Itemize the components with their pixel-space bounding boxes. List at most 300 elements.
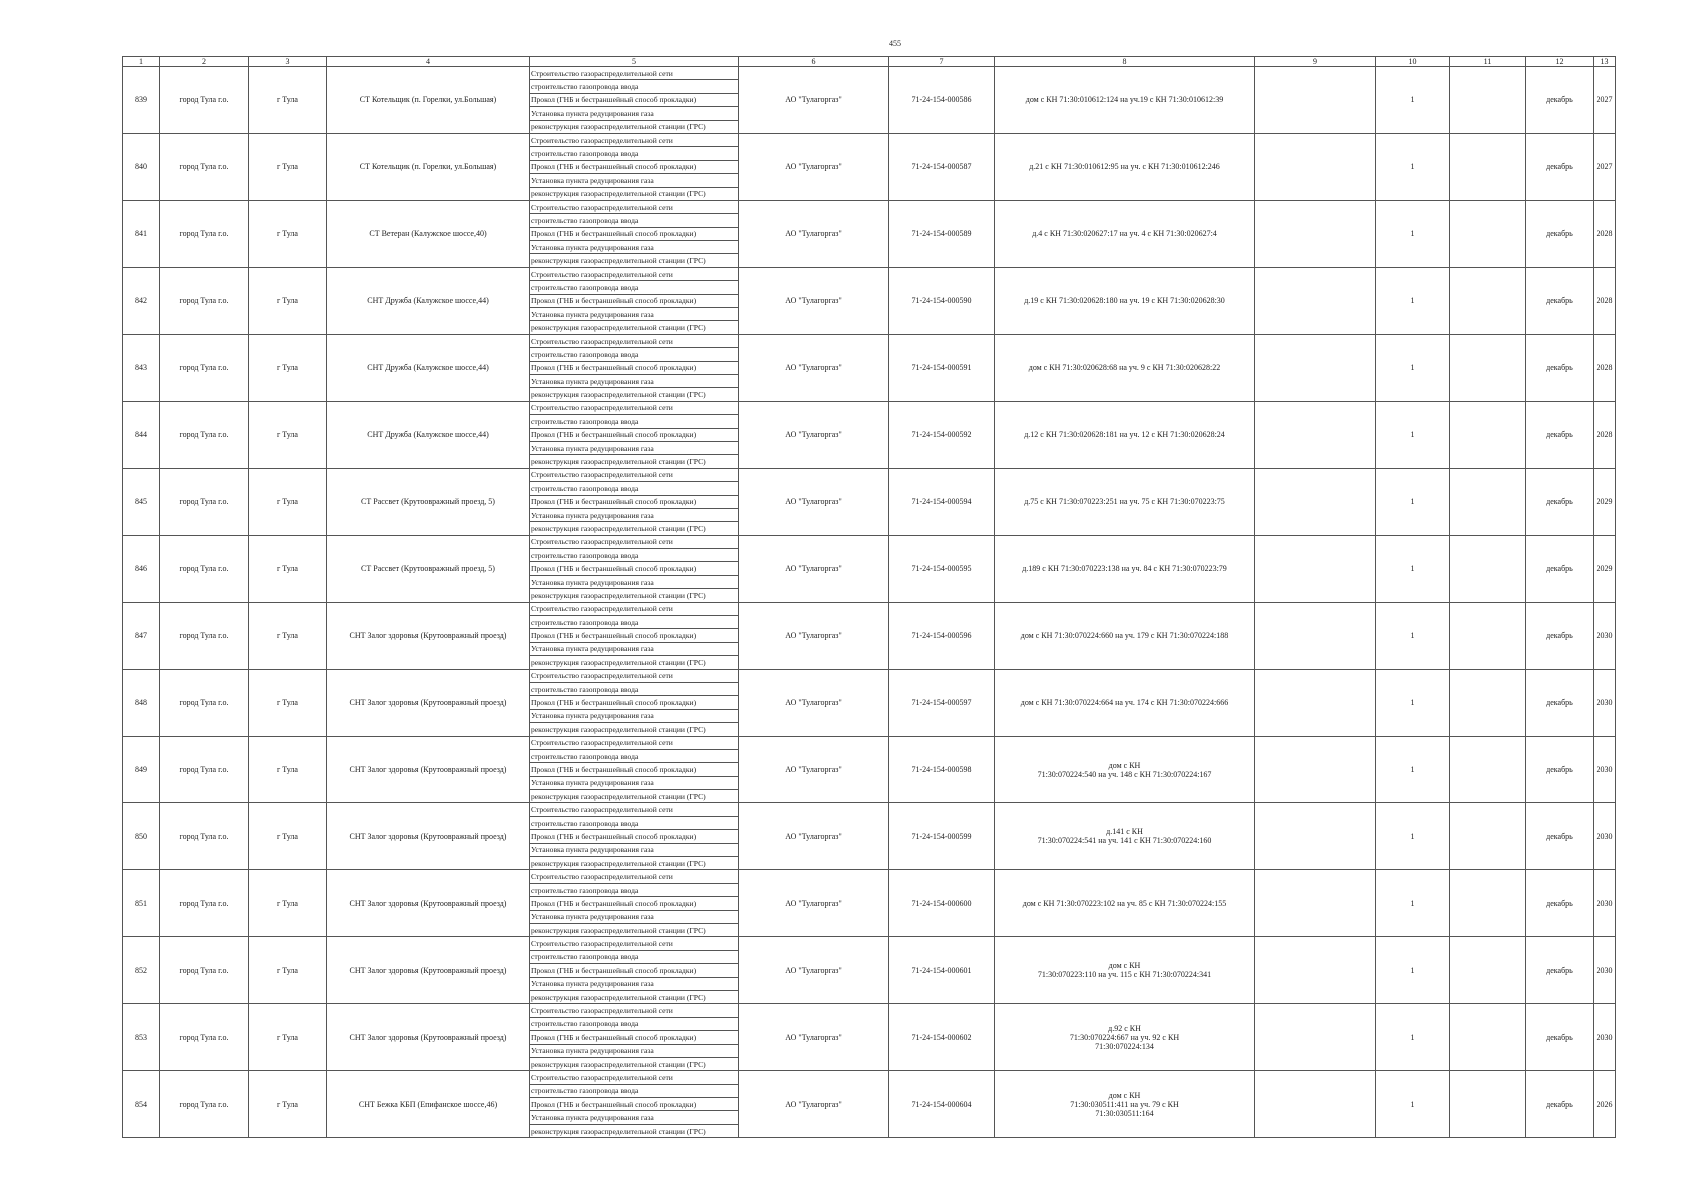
column-header: 5 <box>530 57 739 67</box>
work-item-cell: Прокол (ГНБ и бестраншейный способ прокладки) <box>530 227 739 240</box>
work-item-cell: Строительство газораспределительной сети <box>530 870 739 883</box>
work-item-cell: реконструкция газораспределительной станции (ГРС) <box>530 656 739 669</box>
code-cell: 71-24-154-000597 <box>889 669 995 736</box>
code-cell: 71-24-154-000600 <box>889 870 995 937</box>
locality-cell: г Тула <box>249 602 327 669</box>
table-row <box>123 803 1616 816</box>
work-item-cell: Установка пункта редуцирования газа <box>530 107 739 120</box>
work-item-cell: реконструкция газораспределительной станции (ГРС) <box>530 254 739 267</box>
schedule-table <box>122 56 1616 1138</box>
operator-cell: АО "Тулагоргаз" <box>739 736 889 803</box>
work-item-cell: Строительство газораспределительной сети <box>530 803 739 816</box>
locality-cell: г Тула <box>249 401 327 468</box>
table-row <box>123 535 1616 548</box>
municipality-cell: город Тула г.о. <box>160 535 249 602</box>
year-cell: 2026 <box>1594 1071 1616 1138</box>
month-cell: декабрь <box>1526 334 1594 401</box>
month-cell: декабрь <box>1526 803 1594 870</box>
table-row <box>123 669 1616 682</box>
locality-cell: г Тула <box>249 535 327 602</box>
code-cell: 71-24-154-000602 <box>889 1004 995 1071</box>
code-cell: 71-24-154-000592 <box>889 401 995 468</box>
municipality-cell: город Тула г.о. <box>160 937 249 1004</box>
address-cell: д.19 с КН 71:30:020628:180 на уч. 19 с КН 71:30:020628:30 <box>995 267 1255 334</box>
work-item-cell: Строительство газораспределительной сети <box>530 1004 739 1017</box>
work-item-cell: Установка пункта редуцирования газа <box>530 241 739 254</box>
count-cell: 1 <box>1376 133 1450 200</box>
work-item-cell: строительство газопровода ввода <box>530 80 739 93</box>
operator-cell: АО "Тулагоргаз" <box>739 200 889 267</box>
month-cell: декабрь <box>1526 669 1594 736</box>
empty-cell <box>1450 200 1526 267</box>
row-number: 848 <box>123 669 160 736</box>
work-item-cell: реконструкция газораспределительной станции (ГРС) <box>530 723 739 736</box>
work-item-cell: Прокол (ГНБ и бестраншейный способ прокладки) <box>530 763 739 776</box>
operator-cell: АО "Тулагоргаз" <box>739 937 889 1004</box>
month-cell: декабрь <box>1526 602 1594 669</box>
operator-cell: АО "Тулагоргаз" <box>739 267 889 334</box>
month-cell: декабрь <box>1526 1071 1594 1138</box>
empty-cell <box>1255 803 1376 870</box>
empty-cell <box>1450 535 1526 602</box>
code-cell: 71-24-154-000601 <box>889 937 995 1004</box>
year-cell: 2027 <box>1594 133 1616 200</box>
empty-cell <box>1450 334 1526 401</box>
code-cell: 71-24-154-000589 <box>889 200 995 267</box>
work-item-cell: Установка пункта редуцирования газа <box>530 910 739 923</box>
empty-cell <box>1255 401 1376 468</box>
address-cell: дом с КН 71:30:070224:540 на уч. 148 с КН 71:30:070224:167 <box>995 736 1255 803</box>
work-item-cell: строительство газопровода ввода <box>530 749 739 762</box>
work-item-cell: строительство газопровода ввода <box>530 816 739 829</box>
work-item-cell: строительство газопровода ввода <box>530 1017 739 1030</box>
work-item-cell: реконструкция газораспределительной станции (ГРС) <box>530 924 739 937</box>
empty-cell <box>1450 67 1526 134</box>
work-item-cell: реконструкция газораспределительной станции (ГРС) <box>530 857 739 870</box>
locality-cell: г Тула <box>249 334 327 401</box>
work-item-cell: Прокол (ГНБ и бестраншейный способ прокладки) <box>530 830 739 843</box>
row-number: 850 <box>123 803 160 870</box>
work-item-cell: Прокол (ГНБ и бестраншейный способ прокладки) <box>530 1098 739 1111</box>
empty-cell <box>1450 468 1526 535</box>
work-item-cell: строительство газопровода ввода <box>530 281 739 294</box>
empty-cell <box>1255 736 1376 803</box>
object-cell: СНТ Залог здоровья (Крутоовражный проезд) <box>327 803 530 870</box>
operator-cell: АО "Тулагоргаз" <box>739 1004 889 1071</box>
header-row <box>123 57 1616 67</box>
empty-cell <box>1255 937 1376 1004</box>
table-row <box>123 1004 1616 1017</box>
work-item-cell: строительство газопровода ввода <box>530 616 739 629</box>
column-header: 3 <box>249 57 327 67</box>
object-cell: СНТ Бежка КБП (Епифанское шоссе,46) <box>327 1071 530 1138</box>
page-number: 455 <box>889 39 901 48</box>
code-cell: 71-24-154-000598 <box>889 736 995 803</box>
work-item-cell: строительство газопровода ввода <box>530 348 739 361</box>
table-row <box>123 736 1616 749</box>
year-cell: 2030 <box>1594 669 1616 736</box>
empty-cell <box>1255 200 1376 267</box>
work-item-cell: строительство газопровода ввода <box>530 147 739 160</box>
operator-cell: АО "Тулагоргаз" <box>739 535 889 602</box>
object-cell: СНТ Залог здоровья (Крутоовражный проезд) <box>327 602 530 669</box>
address-cell: дом с КН 71:30:070224:660 на уч. 179 с КН 71:30:070224:188 <box>995 602 1255 669</box>
work-item-cell: Установка пункта редуцирования газа <box>530 174 739 187</box>
municipality-cell: город Тула г.о. <box>160 67 249 134</box>
empty-cell <box>1450 133 1526 200</box>
object-cell: СНТ Залог здоровья (Крутоовражный проезд) <box>327 1004 530 1071</box>
object-cell: СНТ Залог здоровья (Крутоовражный проезд) <box>327 870 530 937</box>
year-cell: 2028 <box>1594 334 1616 401</box>
empty-cell <box>1255 1071 1376 1138</box>
empty-cell <box>1255 67 1376 134</box>
work-item-cell: Прокол (ГНБ и бестраншейный способ прокладки) <box>530 361 739 374</box>
work-item-cell: Установка пункта редуцирования газа <box>530 843 739 856</box>
work-item-cell: Установка пункта редуцирования газа <box>530 308 739 321</box>
month-cell: декабрь <box>1526 736 1594 803</box>
year-cell: 2029 <box>1594 535 1616 602</box>
row-number: 847 <box>123 602 160 669</box>
municipality-cell: город Тула г.о. <box>160 133 249 200</box>
address-cell: дом с КН 71:30:070224:664 на уч. 174 с КН 71:30:070224:666 <box>995 669 1255 736</box>
work-item-cell: строительство газопровода ввода <box>530 682 739 695</box>
object-cell: СНТ Залог здоровья (Крутоовражный проезд) <box>327 669 530 736</box>
work-item-cell: Установка пункта редуцирования газа <box>530 642 739 655</box>
object-cell: СНТ Залог здоровья (Крутоовражный проезд) <box>327 736 530 803</box>
municipality-cell: город Тула г.о. <box>160 1071 249 1138</box>
row-number: 846 <box>123 535 160 602</box>
year-cell: 2030 <box>1594 1004 1616 1071</box>
municipality-cell: город Тула г.о. <box>160 267 249 334</box>
operator-cell: АО "Тулагоргаз" <box>739 602 889 669</box>
empty-cell <box>1255 1004 1376 1071</box>
empty-cell <box>1255 535 1376 602</box>
count-cell: 1 <box>1376 468 1450 535</box>
count-cell: 1 <box>1376 67 1450 134</box>
year-cell: 2028 <box>1594 200 1616 267</box>
column-header: 7 <box>889 57 995 67</box>
count-cell: 1 <box>1376 535 1450 602</box>
work-item-cell: Установка пункта редуцирования газа <box>530 709 739 722</box>
month-cell: декабрь <box>1526 1004 1594 1071</box>
work-item-cell: Установка пункта редуцирования газа <box>530 1044 739 1057</box>
work-item-cell: Строительство газораспределительной сети <box>530 133 739 146</box>
work-item-cell: реконструкция газораспределительной станции (ГРС) <box>530 120 739 133</box>
year-cell: 2030 <box>1594 736 1616 803</box>
work-item-cell: Строительство газораспределительной сети <box>530 1071 739 1084</box>
work-item-cell: строительство газопровода ввода <box>530 950 739 963</box>
work-item-cell: Установка пункта редуцирования газа <box>530 1111 739 1124</box>
address-cell: д.189 с КН 71:30:070223:138 на уч. 84 с КН 71:30:070223:79 <box>995 535 1255 602</box>
address-cell: д.21 с КН 71:30:010612:95 на уч. с КН 71:30:010612:246 <box>995 133 1255 200</box>
work-item-cell: строительство газопровода ввода <box>530 883 739 896</box>
work-item-cell: реконструкция газораспределительной станции (ГРС) <box>530 187 739 200</box>
table-row <box>123 1071 1616 1084</box>
work-item-cell: реконструкция газораспределительной станции (ГРС) <box>530 1124 739 1137</box>
work-item-cell: строительство газопровода ввода <box>530 482 739 495</box>
column-header: 11 <box>1450 57 1526 67</box>
locality-cell: г Тула <box>249 669 327 736</box>
work-item-cell: Строительство газораспределительной сети <box>530 401 739 414</box>
empty-cell <box>1255 468 1376 535</box>
empty-cell <box>1255 133 1376 200</box>
operator-cell: АО "Тулагоргаз" <box>739 669 889 736</box>
empty-cell <box>1450 401 1526 468</box>
locality-cell: г Тула <box>249 200 327 267</box>
work-item-cell: Строительство газораспределительной сети <box>530 267 739 280</box>
work-item-cell: Прокол (ГНБ и бестраншейный способ прокладки) <box>530 160 739 173</box>
count-cell: 1 <box>1376 803 1450 870</box>
count-cell: 1 <box>1376 1004 1450 1071</box>
operator-cell: АО "Тулагоргаз" <box>739 334 889 401</box>
object-cell: СТ Котельщик (п. Горелки, ул.Большая) <box>327 67 530 134</box>
municipality-cell: город Тула г.о. <box>160 334 249 401</box>
code-cell: 71-24-154-000590 <box>889 267 995 334</box>
table-row <box>123 870 1616 883</box>
empty-cell <box>1450 1004 1526 1071</box>
work-item-cell: Прокол (ГНБ и бестраншейный способ прокладки) <box>530 1031 739 1044</box>
row-number: 853 <box>123 1004 160 1071</box>
object-cell: СТ Рассвет (Крутоовражный проезд, 5) <box>327 535 530 602</box>
municipality-cell: город Тула г.о. <box>160 669 249 736</box>
month-cell: декабрь <box>1526 133 1594 200</box>
empty-cell <box>1255 267 1376 334</box>
code-cell: 71-24-154-000599 <box>889 803 995 870</box>
work-item-cell: Строительство газораспределительной сети <box>530 937 739 950</box>
count-cell: 1 <box>1376 736 1450 803</box>
locality-cell: г Тула <box>249 803 327 870</box>
work-item-cell: реконструкция газораспределительной станции (ГРС) <box>530 790 739 803</box>
month-cell: декабрь <box>1526 401 1594 468</box>
work-item-cell: реконструкция газораспределительной станции (ГРС) <box>530 388 739 401</box>
year-cell: 2030 <box>1594 870 1616 937</box>
column-header: 1 <box>123 57 160 67</box>
work-item-cell: реконструкция газораспределительной станции (ГРС) <box>530 321 739 334</box>
column-header: 4 <box>327 57 530 67</box>
operator-cell: АО "Тулагоргаз" <box>739 1071 889 1138</box>
work-item-cell: Прокол (ГНБ и бестраншейный способ прокладки) <box>530 93 739 106</box>
municipality-cell: город Тула г.о. <box>160 803 249 870</box>
table-row <box>123 401 1616 414</box>
table-row <box>123 67 1616 80</box>
work-item-cell: Прокол (ГНБ и бестраншейный способ прокладки) <box>530 964 739 977</box>
operator-cell: АО "Тулагоргаз" <box>739 401 889 468</box>
table-row <box>123 602 1616 615</box>
code-cell: 71-24-154-000595 <box>889 535 995 602</box>
month-cell: декабрь <box>1526 267 1594 334</box>
empty-cell <box>1450 736 1526 803</box>
object-cell: СТ Котельщик (п. Горелки, ул.Большая) <box>327 133 530 200</box>
work-item-cell: Установка пункта редуцирования газа <box>530 374 739 387</box>
locality-cell: г Тула <box>249 736 327 803</box>
locality-cell: г Тула <box>249 1004 327 1071</box>
count-cell: 1 <box>1376 200 1450 267</box>
work-item-cell: Установка пункта редуцирования газа <box>530 508 739 521</box>
operator-cell: АО "Тулагоргаз" <box>739 133 889 200</box>
table-row <box>123 937 1616 950</box>
code-cell: 71-24-154-000604 <box>889 1071 995 1138</box>
work-item-cell: Прокол (ГНБ и бестраншейный способ прокладки) <box>530 562 739 575</box>
year-cell: 2030 <box>1594 803 1616 870</box>
work-item-cell: Установка пункта редуцирования газа <box>530 441 739 454</box>
municipality-cell: город Тула г.о. <box>160 602 249 669</box>
work-item-cell: Установка пункта редуцирования газа <box>530 977 739 990</box>
count-cell: 1 <box>1376 669 1450 736</box>
year-cell: 2030 <box>1594 937 1616 1004</box>
work-item-cell: Строительство газораспределительной сети <box>530 334 739 347</box>
operator-cell: АО "Тулагоргаз" <box>739 468 889 535</box>
work-item-cell: Прокол (ГНБ и бестраншейный способ прокладки) <box>530 897 739 910</box>
address-cell: д.4 с КН 71:30:020627:17 на уч. 4 с КН 71:30:020627:4 <box>995 200 1255 267</box>
locality-cell: г Тула <box>249 870 327 937</box>
row-number: 852 <box>123 937 160 1004</box>
column-header: 13 <box>1594 57 1616 67</box>
row-number: 844 <box>123 401 160 468</box>
work-item-cell: Установка пункта редуцирования газа <box>530 776 739 789</box>
work-item-cell: строительство газопровода ввода <box>530 415 739 428</box>
column-header: 8 <box>995 57 1255 67</box>
row-number: 843 <box>123 334 160 401</box>
object-cell: СНТ Дружба (Калужское шоссе,44) <box>327 267 530 334</box>
count-cell: 1 <box>1376 334 1450 401</box>
address-cell: дом с КН 71:30:070223:102 на уч. 85 с КН 71:30:070224:155 <box>995 870 1255 937</box>
municipality-cell: город Тула г.о. <box>160 736 249 803</box>
work-item-cell: Строительство газораспределительной сети <box>530 200 739 213</box>
empty-cell <box>1450 267 1526 334</box>
operator-cell: АО "Тулагоргаз" <box>739 870 889 937</box>
month-cell: декабрь <box>1526 200 1594 267</box>
year-cell: 2027 <box>1594 67 1616 134</box>
table-row <box>123 200 1616 213</box>
work-item-cell: Прокол (ГНБ и бестраншейный способ прокладки) <box>530 696 739 709</box>
work-item-cell: реконструкция газораспределительной станции (ГРС) <box>530 455 739 468</box>
address-cell: д.141 с КН 71:30:070224:541 на уч. 141 с КН 71:30:070224:160 <box>995 803 1255 870</box>
count-cell: 1 <box>1376 602 1450 669</box>
work-item-cell: Строительство газораспределительной сети <box>530 736 739 749</box>
object-cell: СТ Рассвет (Крутоовражный проезд, 5) <box>327 468 530 535</box>
table-row <box>123 267 1616 280</box>
count-cell: 1 <box>1376 937 1450 1004</box>
count-cell: 1 <box>1376 870 1450 937</box>
work-item-cell: Прокол (ГНБ и бестраншейный способ прокладки) <box>530 294 739 307</box>
table-row <box>123 468 1616 481</box>
empty-cell <box>1450 1071 1526 1138</box>
object-cell: СНТ Залог здоровья (Крутоовражный проезд) <box>327 937 530 1004</box>
row-number: 849 <box>123 736 160 803</box>
locality-cell: г Тула <box>249 133 327 200</box>
locality-cell: г Тула <box>249 1071 327 1138</box>
month-cell: декабрь <box>1526 67 1594 134</box>
address-cell: д.92 с КН 71:30:070224:667 на уч. 92 с КН 71:30:070224:134 <box>995 1004 1255 1071</box>
work-item-cell: строительство газопровода ввода <box>530 1084 739 1097</box>
empty-cell <box>1450 870 1526 937</box>
empty-cell <box>1255 669 1376 736</box>
municipality-cell: город Тула г.о. <box>160 1004 249 1071</box>
municipality-cell: город Тула г.о. <box>160 468 249 535</box>
locality-cell: г Тула <box>249 67 327 134</box>
object-cell: СНТ Дружба (Калужское шоссе,44) <box>327 334 530 401</box>
operator-cell: АО "Тулагоргаз" <box>739 67 889 134</box>
address-cell: д.12 с КН 71:30:020628:181 на уч. 12 с КН 71:30:020628:24 <box>995 401 1255 468</box>
locality-cell: г Тула <box>249 937 327 1004</box>
work-item-cell: строительство газопровода ввода <box>530 549 739 562</box>
code-cell: 71-24-154-000586 <box>889 67 995 134</box>
year-cell: 2028 <box>1594 267 1616 334</box>
count-cell: 1 <box>1376 1071 1450 1138</box>
empty-cell <box>1450 937 1526 1004</box>
empty-cell <box>1450 602 1526 669</box>
row-number: 839 <box>123 67 160 134</box>
code-cell: 71-24-154-000596 <box>889 602 995 669</box>
count-cell: 1 <box>1376 267 1450 334</box>
work-item-cell: реконструкция газораспределительной станции (ГРС) <box>530 990 739 1003</box>
locality-cell: г Тула <box>249 267 327 334</box>
code-cell: 71-24-154-000594 <box>889 468 995 535</box>
year-cell: 2029 <box>1594 468 1616 535</box>
locality-cell: г Тула <box>249 468 327 535</box>
work-item-cell: реконструкция газораспределительной станции (ГРС) <box>530 522 739 535</box>
month-cell: декабрь <box>1526 937 1594 1004</box>
year-cell: 2028 <box>1594 401 1616 468</box>
work-item-cell: Прокол (ГНБ и бестраншейный способ прокладки) <box>530 495 739 508</box>
address-cell: дом с КН 71:30:030511:411 на уч. 79 с КН 71:30:030511:164 <box>995 1071 1255 1138</box>
column-header: 9 <box>1255 57 1376 67</box>
operator-cell: АО "Тулагоргаз" <box>739 803 889 870</box>
row-number: 845 <box>123 468 160 535</box>
address-cell: д.75 с КН 71:30:070223:251 на уч. 75 с КН 71:30:070223:75 <box>995 468 1255 535</box>
column-header: 2 <box>160 57 249 67</box>
month-cell: декабрь <box>1526 535 1594 602</box>
address-cell: дом с КН 71:30:070223:110 на уч. 115 с КН 71:30:070224:341 <box>995 937 1255 1004</box>
column-header: 10 <box>1376 57 1450 67</box>
row-number: 842 <box>123 267 160 334</box>
work-item-cell: Прокол (ГНБ и бестраншейный способ прокладки) <box>530 629 739 642</box>
object-cell: СТ Ветеран (Калужское шоссе,40) <box>327 200 530 267</box>
work-item-cell: реконструкция газораспределительной станции (ГРС) <box>530 1057 739 1070</box>
empty-cell <box>1255 334 1376 401</box>
month-cell: декабрь <box>1526 870 1594 937</box>
municipality-cell: город Тула г.о. <box>160 401 249 468</box>
year-cell: 2030 <box>1594 602 1616 669</box>
table-row <box>123 334 1616 347</box>
work-item-cell: реконструкция газораспределительной станции (ГРС) <box>530 589 739 602</box>
address-cell: дом с КН 71:30:010612:124 на уч.19 с КН 71:30:010612:39 <box>995 67 1255 134</box>
work-item-cell: Строительство газораспределительной сети <box>530 535 739 548</box>
work-item-cell: строительство газопровода ввода <box>530 214 739 227</box>
work-item-cell: Строительство газораспределительной сети <box>530 602 739 615</box>
column-header: 6 <box>739 57 889 67</box>
table-row <box>123 133 1616 146</box>
count-cell: 1 <box>1376 401 1450 468</box>
code-cell: 71-24-154-000587 <box>889 133 995 200</box>
work-item-cell: Строительство газораспределительной сети <box>530 669 739 682</box>
municipality-cell: город Тула г.о. <box>160 200 249 267</box>
object-cell: СНТ Дружба (Калужское шоссе,44) <box>327 401 530 468</box>
work-item-cell: Строительство газораспределительной сети <box>530 468 739 481</box>
empty-cell <box>1255 870 1376 937</box>
row-number: 840 <box>123 133 160 200</box>
address-cell: дом с КН 71:30:020628:68 на уч. 9 с КН 71:30:020628:22 <box>995 334 1255 401</box>
row-number: 851 <box>123 870 160 937</box>
month-cell: декабрь <box>1526 468 1594 535</box>
row-number: 841 <box>123 200 160 267</box>
empty-cell <box>1450 803 1526 870</box>
column-header: 12 <box>1526 57 1594 67</box>
empty-cell <box>1255 602 1376 669</box>
row-number: 854 <box>123 1071 160 1138</box>
code-cell: 71-24-154-000591 <box>889 334 995 401</box>
work-item-cell: Прокол (ГНБ и бестраншейный способ прокладки) <box>530 428 739 441</box>
